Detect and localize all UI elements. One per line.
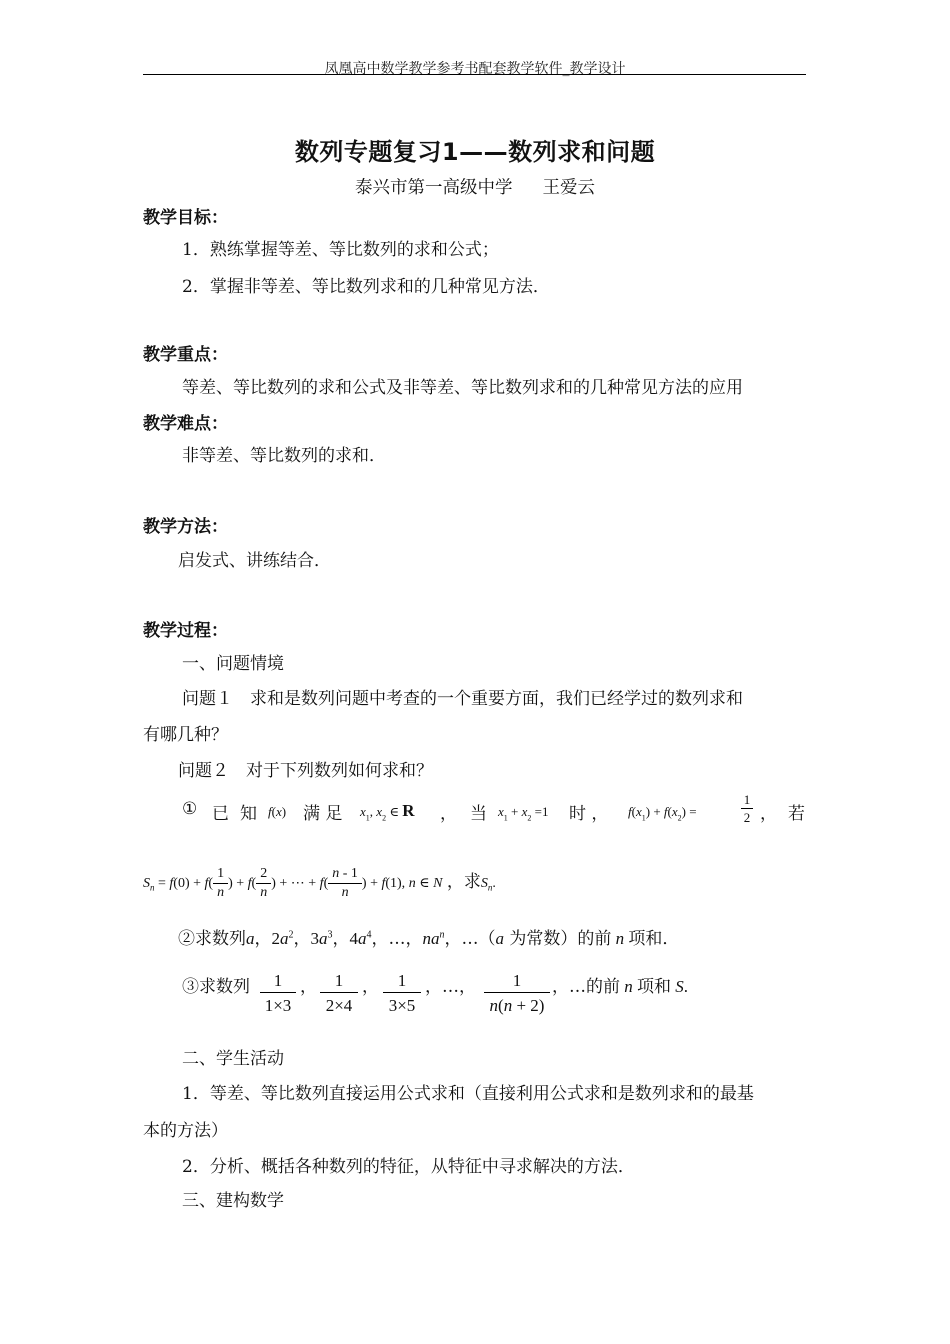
- key-points-heading: 教学重点：: [143, 345, 228, 365]
- item-3-suffix-line: ，…的前 n 项和 S.: [552, 977, 688, 997]
- goal-item-1: 1．熟练掌握等差、等比数列的求和公式；: [182, 240, 499, 260]
- item-1-word-7: ，: [760, 804, 777, 824]
- activity-2: 2．分析、概括各种数列的特征，从特征中寻求解决的方法．: [182, 1157, 635, 1177]
- item-2-line: ②求数列a，$2a^2$，$3a^3$，$4a^4$，…，$na^n$，…（a 为常数）的前 n 项和．: [178, 929, 680, 949]
- question-2: 问题２ 对于下列数列如何求和？: [178, 761, 433, 781]
- part1-heading: 一、问题情境: [182, 654, 284, 674]
- item-3-term-n: 1 n(n + 2): [484, 970, 550, 1019]
- item-1-f-sum-eq-half: $f(x_1) + f(x_2)$ =: [628, 804, 697, 823]
- item-1-x1x2-in-R: $x_1$, $x_2$ ∈ R: [360, 801, 415, 823]
- item-3-term-2: 1 2×4: [320, 970, 358, 1019]
- item-1-word-6: 时 ，: [569, 804, 609, 824]
- item-3-comma-1: ，: [300, 977, 317, 997]
- item-3-end: 项和: [637, 977, 671, 997]
- item-1-word-3: 满 足: [303, 804, 343, 824]
- item-3-suffix: ，…的前: [552, 977, 620, 997]
- item-2-a-const: 为常数）的前: [509, 929, 612, 949]
- page-header: 凤凰高中数学教学参考书配套教学软件_教学设计: [324, 61, 626, 77]
- item-1-sum-eq-1: $x_1 + x_2 =1$: [498, 804, 549, 823]
- goal-item-2: 2．掌握非等差、等比数列求和的几种常见方法．: [182, 277, 550, 297]
- item-2-prefix: ②求数列: [178, 929, 246, 949]
- author-school: 泰兴市第一高级中学: [355, 178, 513, 198]
- key-points-text: 等差、等比数列的求和公式及非等差、等比数列求和的几种常见方法的应用: [182, 378, 743, 398]
- item-1-word-2: 知: [240, 804, 257, 824]
- author-line: [0, 174, 950, 199]
- activity-1-line-2: 本的方法）: [143, 1121, 228, 1141]
- item-1-word-5: 当: [470, 804, 487, 824]
- item-1-marker: ①: [182, 799, 198, 819]
- item-1-word-8: 若: [788, 804, 805, 824]
- item-1-period: .: [492, 875, 496, 891]
- item-1-seek: ，求: [446, 871, 481, 892]
- item-1-word-1: 已: [212, 804, 229, 824]
- question-1-line-2: 有哪几种？: [143, 725, 228, 745]
- item-3-ellipsis: ，…，: [425, 977, 476, 997]
- activity-1-line-1: 1．等差、等比数列直接运用公式求和（直接利用公式求和是数列求和的最基: [182, 1084, 754, 1104]
- difficulties-text: 非等差、等比数列的求和．: [182, 446, 386, 466]
- item-1-fx: f(x): [268, 804, 287, 819]
- part3-heading: 三、建构数学: [182, 1191, 284, 1211]
- item-1-line-2: $S_n = f(0) + f$( $\frac{1}{n}$ ) + f( $\frac{2}{n}$ ) + ⋯ + f( $\frac{n - 1}{n}$ ) + f(1), n ∈ N ，求$S_n$.: [143, 866, 496, 900]
- process-heading: 教学过程：: [143, 621, 228, 641]
- item-3-term-3: 1 3×5: [383, 970, 421, 1019]
- document-title: 数列专题复习1——数列求和问题: [294, 138, 656, 166]
- methods-heading: 教学方法：: [143, 517, 228, 537]
- goals-heading: 教学目标：: [143, 208, 228, 228]
- item-1-half: 1 2: [741, 792, 753, 827]
- item-3-term-1: 1 1×3: [260, 970, 296, 1019]
- item-2-end: 项和．: [628, 929, 680, 949]
- item-2-suffix: …（: [461, 929, 496, 949]
- author-name: 王爱云: [542, 178, 595, 198]
- part2-heading: 二、学生活动: [182, 1049, 284, 1069]
- difficulties-heading: 教学难点：: [143, 414, 228, 434]
- question-1-line-1: 问题１ 求和是数列问题中考查的一个重要方面，我们已经学过的数列求和: [182, 689, 743, 709]
- item-1-word-4: ，: [440, 804, 457, 824]
- methods-text: 启发式、讲练结合．: [178, 551, 331, 571]
- header-rule: [143, 74, 806, 75]
- item-3-comma-2: ，: [362, 977, 379, 997]
- item-3-prefix: ③求数列: [182, 977, 250, 997]
- item-3-period: .: [683, 977, 688, 996]
